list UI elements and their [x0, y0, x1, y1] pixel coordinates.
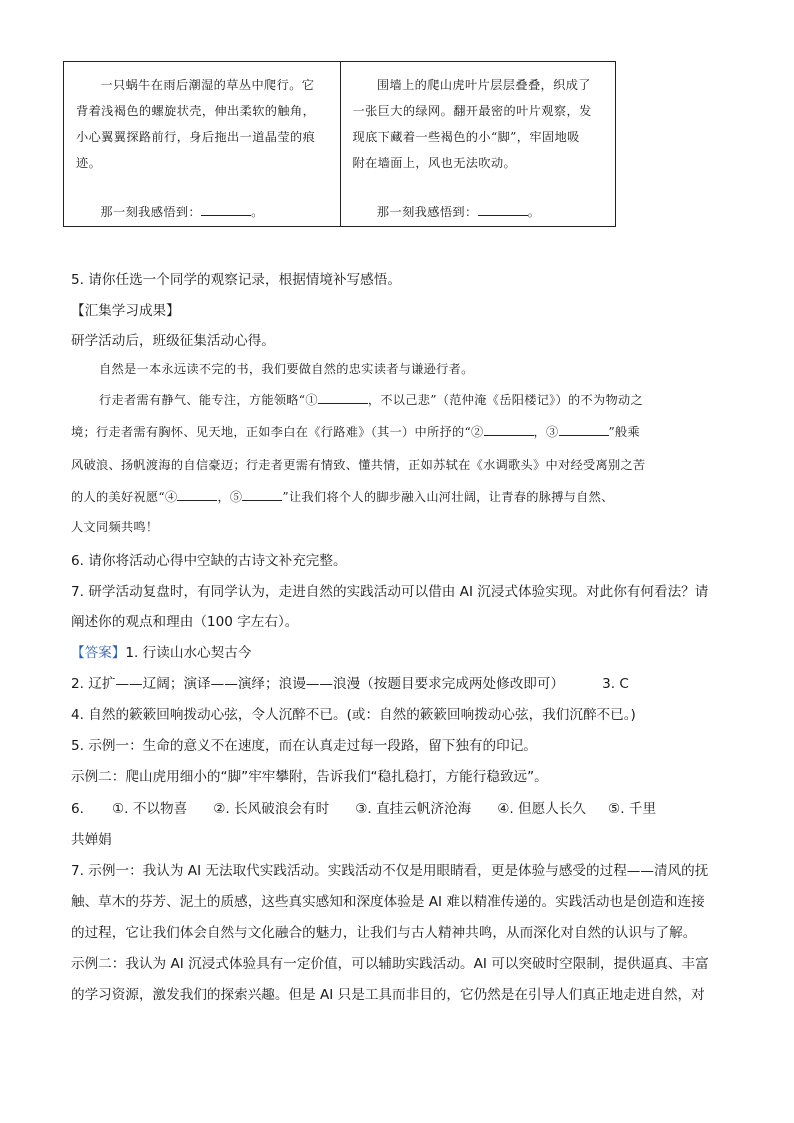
answer-7-line-1: 7. 示例一：我认为 AI 无法取代实践活动。实践活动不仅是用眼睛看，更是体验与感受的过程——清风的抚 — [71, 863, 709, 879]
essay-line-4: 风破浪、扬帆渡海的自信豪迈；行走者更需有情致、懂共情，正如苏轼在《水调歌头》中对经受离别之苦 — [71, 458, 646, 472]
observation-right-feeling: 那一刻我感悟到： 。 — [376, 205, 541, 219]
observation-table — [63, 61, 616, 227]
observation-right-line-2: 一张巨大的绿网。翻开最密的叶片观察，发 — [352, 104, 592, 118]
observation-right-line-4: 附在墙面上，风也无法吹动。 — [352, 156, 517, 170]
essay-line-1: 自然是一本永远读不完的书，我们要做自然的忠实读者与谦逊行者。 — [99, 362, 474, 376]
observation-right — [340, 62, 616, 226]
blank-3[interactable] — [559, 423, 609, 436]
question-7-line-2: 阐述你的观点和理由（100 字左右）。 — [71, 614, 299, 630]
answer-7-line-4: 示例二：我认为 AI 沉浸式体验具有一定价值，可以辅助实践活动。AI 可以突破时空限制，提供逼真、丰富 — [71, 956, 709, 972]
answer-7-line-3: 的过程，它让我们体会自然与文化融合的魅力，让我们与古人精神共鸣，从而深化对自然的认识与了解。 — [71, 925, 697, 941]
blank-5[interactable] — [242, 488, 282, 501]
question-6: 6. 请你将活动心得中空缺的古诗文补充完整。 — [71, 553, 347, 569]
essay-line-6: 人文同频共鸣！ — [71, 520, 159, 534]
observation-left-feeling: 那一刻我感悟到： 。 — [100, 205, 264, 219]
essay-line-5: 的人的美好祝愿“④ ，⑤ ”让我们将个人的脚步融入山河壮阔，让青春的脉搏与自然、 — [71, 490, 614, 504]
observation-right-line-1: 围墙上的爬山虎叶片层层叠叠，织成了 — [376, 78, 591, 92]
observation-left-line-3: 小心翼翼探路前行，身后拖出一道晶莹的痕 — [76, 130, 316, 144]
answer-2: 2. 辽扩——辽阔；演译——演绎；浪谩——浪漫（按题目要求完成两处修改即可） — [71, 676, 565, 692]
blank-4[interactable] — [177, 488, 217, 501]
answer-7-line-2: 触、草木的芬芳、泥土的质感，这些真实感知和深度体验是 AI 难以精准传递的。实践活动也是创造和连接 — [71, 894, 705, 910]
blank-1[interactable] — [318, 391, 368, 404]
answer-1: 【答案】1. 行读山水心契古今 — [71, 645, 252, 661]
observation-left-line-1: 一只蜗牛在雨后潮湿的草丛中爬行。它 — [100, 78, 315, 92]
observation-right-line-3: 现底下藏着一些褐色的小“脚”，牢固地吸 — [352, 130, 580, 144]
essay-line-3: 境；行走者需有胸怀、见天地，正如李白在《行路难》（其一）中所抒的“② ，③ ”般乘 — [71, 425, 641, 439]
answer-6-continued: 共婵娟 — [71, 832, 112, 848]
observation-left-line-4: 迹。 — [76, 156, 102, 170]
observation-left — [64, 62, 340, 226]
answer-blank[interactable] — [201, 203, 251, 216]
essay-line-2: 行走者需有静气、能专注，方能领略“① ，不以己悲”（范仲淹《岳阳楼记》）的不为物动之 — [99, 393, 643, 407]
section-intro: 研学活动后，班级征集活动心得。 — [71, 333, 275, 349]
answer-3: 3. C — [602, 676, 629, 692]
section-title: 【汇集学习成果】 — [71, 303, 180, 319]
question-5: 5. 请你任选一个同学的观察记录，根据情境补写感悟。 — [71, 272, 401, 288]
answer-tag: 【答案】 — [71, 645, 126, 661]
feeling-label: 那一刻我感悟到： — [376, 205, 478, 219]
answer-7-line-5: 的学习资源，激发我们的探索兴趣。但是 AI 只是工具而非目的，它仍然是在引导人们真正地走进自然，对 — [71, 987, 705, 1003]
answer-5-example-2: 示例二：爬山虎用细小的“脚”牢牢攀附，告诉我们“稳扎稳打，方能行稳致远”。 — [71, 769, 548, 785]
blank-2[interactable] — [484, 423, 534, 436]
answer-2-3 — [71, 672, 629, 692]
observation-left-line-2: 背着浅褐色的螺旋状壳，伸出柔软的触角， — [76, 104, 316, 118]
question-7-line-1: 7. 研学活动复盘时，有同学认为，走进自然的实践活动可以借由 AI 沉浸式体验实现。对此你有何看法？请 — [71, 584, 709, 600]
answer-5-example-1: 5. 示例一：生命的意义不在速度，而在认真走过每一段路，留下独有的印记。 — [71, 738, 537, 754]
answer-6: 6. ①. 不以物喜 ②. 长风破浪会有时 ③. 直挂云帆济沧海 ④. 但愿人长久 ⑤. 千里 — [71, 801, 657, 817]
answer-4: 4. 自然的簌簌回响拨动心弦，令人沉醉不已。(或：自然的簌簌回响拨动心弦，我们沉醉不已。) — [71, 707, 636, 723]
answer-blank[interactable] — [478, 203, 528, 216]
feeling-label: 那一刻我感悟到： — [100, 205, 202, 219]
